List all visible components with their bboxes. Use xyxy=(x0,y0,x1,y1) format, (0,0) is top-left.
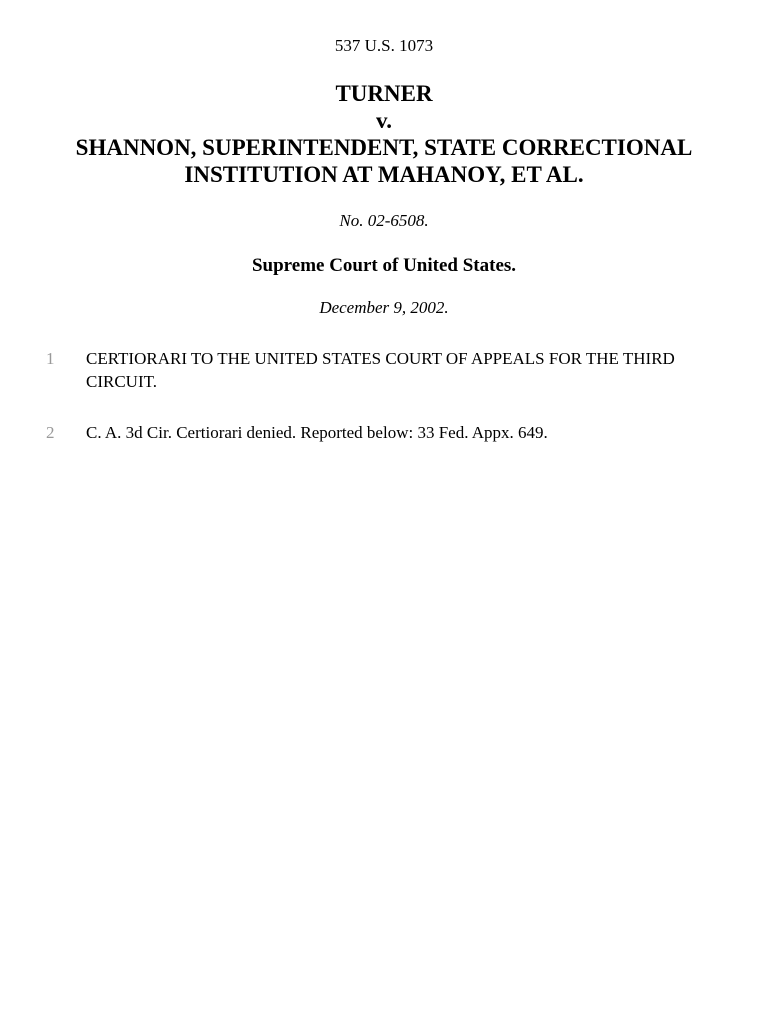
paragraph-number: 2 xyxy=(46,423,55,442)
case-title-versus: v. xyxy=(376,108,392,133)
case-title-respondent-line-2: INSTITUTION AT MAHANOY, ET AL. xyxy=(184,162,584,187)
docket-number: No. 02-6508. xyxy=(339,211,429,230)
paragraph-text: CERTIORARI TO THE UNITED STATES COURT OF APPEALS FOR THE THIRD CIRCUIT. xyxy=(86,349,675,391)
paragraph-number: 1 xyxy=(46,349,55,368)
case-title xyxy=(0,80,768,188)
case-citation: 537 U.S. 1073 xyxy=(334,36,434,55)
case-title-respondent-line-1: SHANNON, SUPERINTENDENT, STATE CORRECTIONAL xyxy=(75,135,693,160)
paragraph-text: C. A. 3d Cir. Certiorari denied. Reported below: 33 Fed. Appx. 649. xyxy=(86,423,548,442)
case-title-petitioner: TURNER xyxy=(335,81,433,106)
court-name: Supreme Court of United States. xyxy=(251,255,517,276)
decision-date: December 9, 2002. xyxy=(319,298,449,317)
